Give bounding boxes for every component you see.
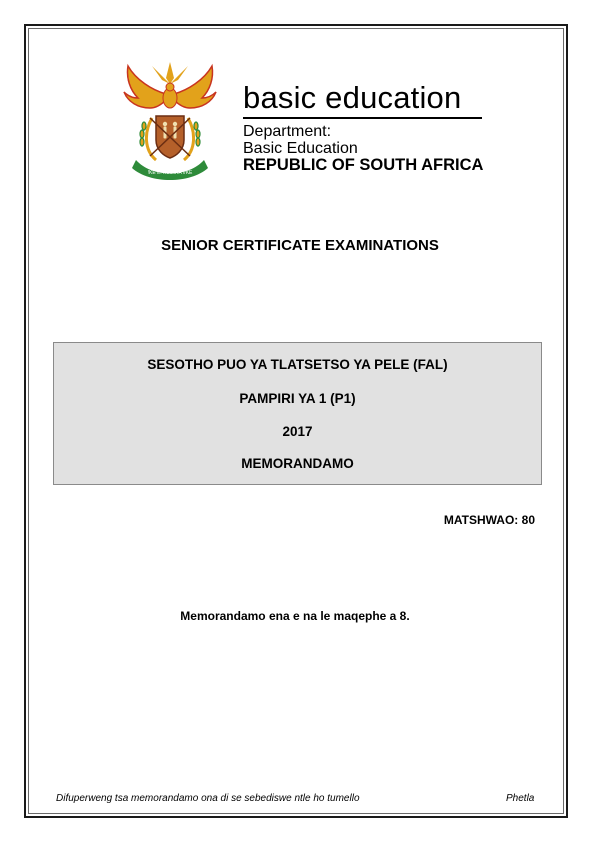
country-name: REPUBLIC OF SOUTH AFRICA [243, 156, 484, 174]
subject-box [53, 342, 542, 485]
department-label: Department: [243, 123, 332, 140]
turn-over-label: Phetla [506, 793, 535, 804]
crest-left-wing [124, 66, 166, 108]
department-name: Basic Education [243, 140, 358, 157]
total-marks: MATSHWAO: 80 [443, 513, 535, 527]
copyright-notice: Difuperweng tsa memorandamo ona di se sebediswe ntle ho tumello [56, 793, 360, 804]
subject-name: SESOTHO PUO YA TLATSETSO YA PELE (FAL) [147, 357, 448, 372]
crest-right-wing [174, 66, 216, 108]
paper-number: PAMPIRI YA 1 (P1) [239, 391, 356, 406]
crest-sun [152, 62, 188, 84]
exam-title: SENIOR CERTIFICATE EXAMINATIONS [161, 237, 439, 254]
crest-motto-text: !KE E: /XARRA //KE [147, 170, 193, 176]
page-count-note: Memorandamo ena e na le maqephe a 8. [180, 609, 410, 623]
exam-year: 2017 [282, 424, 313, 439]
brand-underline [243, 117, 482, 119]
document-type: MEMORANDAMO [241, 456, 354, 471]
coat-of-arms-icon [122, 60, 218, 184]
brand-title: basic education [243, 80, 462, 115]
